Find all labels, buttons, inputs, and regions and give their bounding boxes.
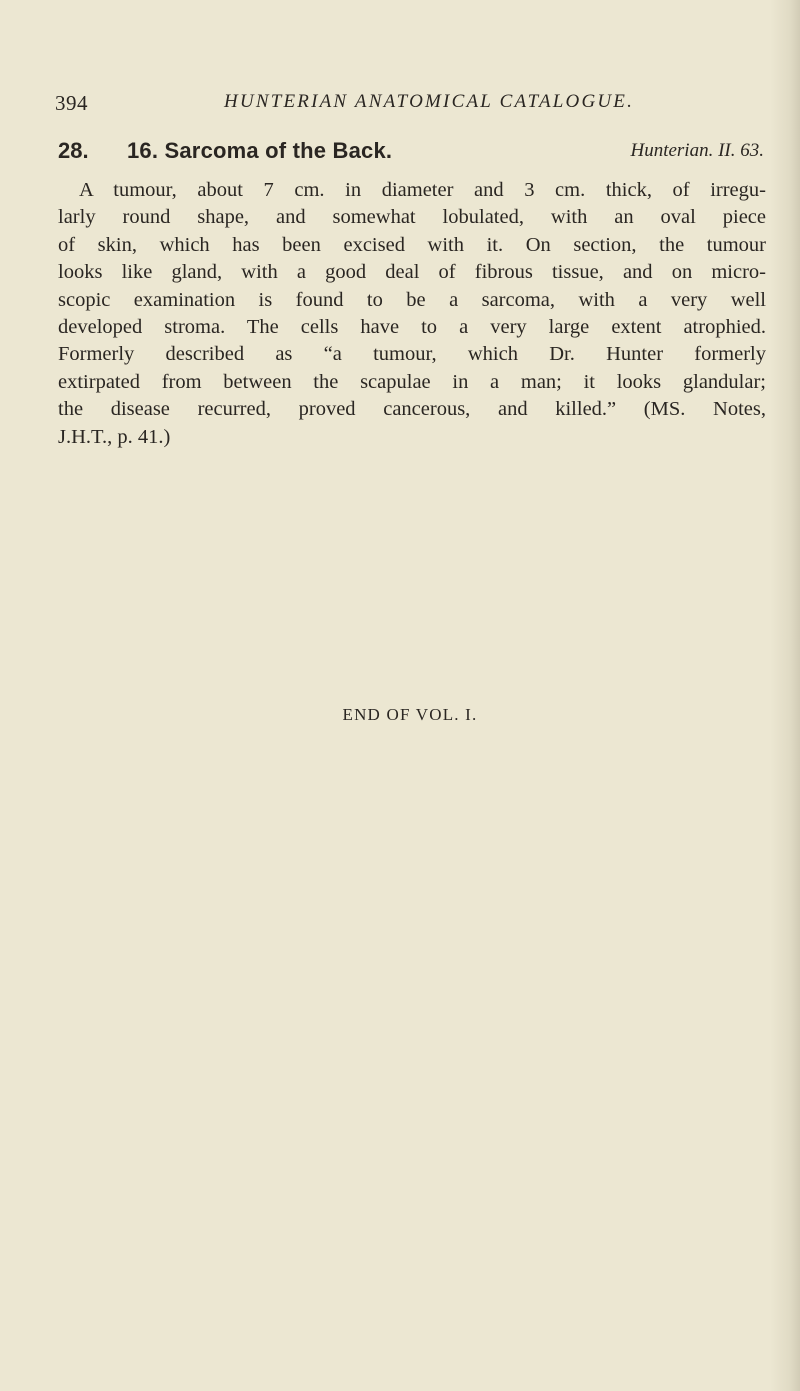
running-head	[0, 91, 800, 121]
description-line: scopic examination is found to be a sarcoma, with a very well	[58, 288, 766, 311]
description-line: Formerly described as “a tumour, which Dr. Hunter formerly	[58, 343, 766, 366]
running-title: HUNTERIAN ANATOMICAL CATALOGUE.	[224, 91, 635, 112]
description-line: of skin, which has been excised with it. On section, the tumour	[58, 233, 766, 256]
entry-reference: Hunterian. II. 63.	[630, 140, 764, 161]
description-line: developed stroma. The cells have to a very large extent atrophied.	[58, 315, 766, 338]
end-of-volume-note: END OF VOL. I.	[342, 705, 478, 724]
description-line: the disease recurred, proved cancerous, and killed.” (MS. Notes,	[58, 398, 766, 421]
description-line: larly round shape, and somewhat lobulated, with an oval piece	[58, 206, 766, 229]
description-line: J.H.T., p. 41.)	[58, 425, 171, 448]
description-line: looks like gland, with a good deal of fibrous tissue, and on micro-	[58, 261, 766, 284]
description-line: extirpated from between the scapulae in a man; it looks glandular;	[58, 370, 766, 393]
description-line: A tumour, about 7 cm. in diameter and 3 cm. thick, of irregu-	[79, 179, 766, 201]
page-number: 394	[55, 91, 88, 115]
entry-description	[58, 177, 766, 451]
entry-title: 16. Sarcoma of the Back.	[127, 138, 393, 163]
entry-heading	[58, 138, 764, 168]
entry-number: 28.	[58, 138, 89, 163]
